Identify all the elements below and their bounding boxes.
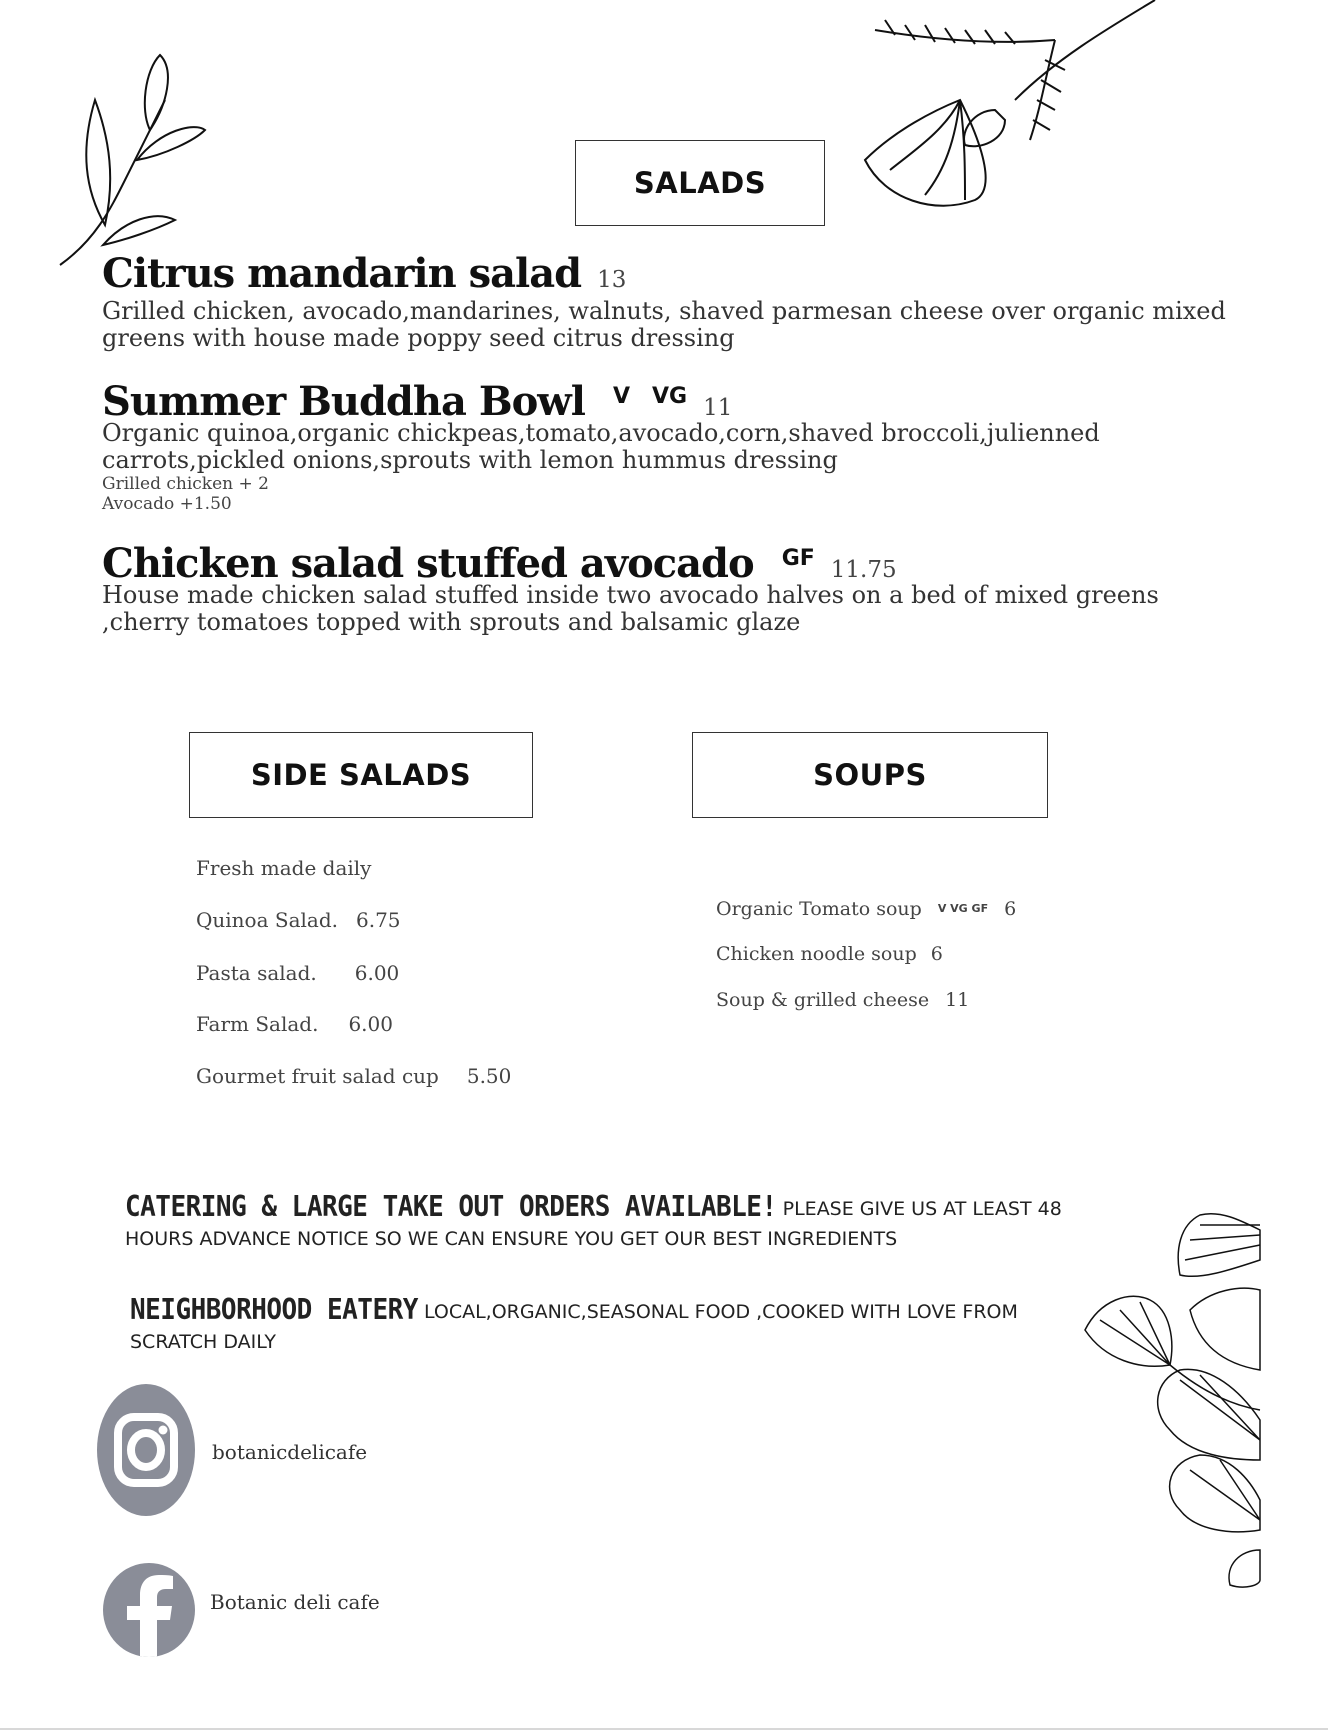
menu-item-summer-buddha-bowl <box>102 378 732 425</box>
item-price: 13 <box>597 267 627 293</box>
side-salad-item: Gourmet fruit salad cup 5.50 <box>196 1064 512 1088</box>
side-salad-item: Quinoa Salad. 6.75 <box>196 908 401 932</box>
facebook-icon <box>102 1562 196 1658</box>
eatery-text: LOCAL,ORGANIC,SEASONAL FOOD ,COOKED WITH LOVE FROM SCRATCH DAILY <box>130 1301 1018 1353</box>
gluten-free-tag: GF <box>781 546 815 571</box>
item-name: Chicken salad stuffed avocado <box>102 540 754 587</box>
side-salads-intro: Fresh made daily <box>196 856 372 880</box>
dietary-tags: V VG GF <box>937 902 989 915</box>
menu-item-chicken-salad-stuffed-avocado <box>102 540 897 587</box>
addon-avocado: Avocado +1.50 <box>102 494 232 514</box>
ginkgo-branch-icon <box>1080 1190 1260 1590</box>
soup-item: Soup & grilled cheese 11 <box>716 989 970 1011</box>
addon-chicken: Grilled chicken + 2 <box>102 474 269 494</box>
menu-item-citrus-mandarin-salad <box>102 250 626 297</box>
item-name: Citrus mandarin salad <box>102 250 582 297</box>
salads-heading: SALADS <box>575 140 825 226</box>
item-price: 11.75 <box>830 557 897 583</box>
soups-heading: SOUPS <box>692 732 1048 818</box>
eatery-headline: NEIGHBORHOOD EATERY <box>130 1293 418 1327</box>
facebook-handle[interactable]: Botanic deli cafe <box>210 1590 380 1614</box>
side-salads-heading: SIDE SALADS <box>189 732 533 818</box>
flower-branch-icon <box>855 0 1155 215</box>
item-name: Summer Buddha Bowl <box>102 378 585 425</box>
side-salad-item: Farm Salad. 6.00 <box>196 1012 393 1036</box>
soup-item: Chicken noodle soup 6 <box>716 943 943 965</box>
soup-item: Organic Tomato soup V VG GF 6 <box>716 898 1017 920</box>
item-description: Grilled chicken, avocado,mandarines, walnuts, shaved parmesan cheese over organic mixed greens with house made poppy seed citrus dressing <box>102 297 1226 352</box>
catering-text: PLEASE GIVE US AT LEAST 48 HOURS ADVANCE NOTICE SO WE CAN ENSURE YOU GET OUR BEST INGREDIENTS <box>125 1198 1062 1250</box>
side-salad-item: Pasta salad. 6.00 <box>196 961 400 985</box>
catering-notice <box>125 1192 1105 1254</box>
instagram-handle[interactable]: botanicdelicafe <box>212 1440 368 1464</box>
catering-headline: CATERING & LARGE TAKE OUT ORDERS AVAILABLE! <box>125 1190 777 1224</box>
item-description: House made chicken salad stuffed inside two avocado halves on a bed of mixed greens ,cherry tomatoes topped with sprouts and balsamic glaze <box>102 581 1159 636</box>
instagram-link[interactable] <box>96 1383 196 1517</box>
eatery-notice <box>130 1295 1110 1357</box>
vegan-tag: VG <box>651 384 688 409</box>
leaf-sprig-icon <box>55 50 175 270</box>
item-description: Organic quinoa,organic chickpeas,tomato,avocado,corn,shaved broccoli,julienned carrots,pickled onions,sprouts with lemon hummus dressing <box>102 419 1100 474</box>
facebook-link[interactable] <box>102 1562 196 1658</box>
page-bottom-divider <box>0 1728 1328 1730</box>
instagram-icon <box>96 1383 196 1517</box>
item-price: 11 <box>703 395 733 421</box>
vegetarian-tag: V <box>612 384 630 409</box>
